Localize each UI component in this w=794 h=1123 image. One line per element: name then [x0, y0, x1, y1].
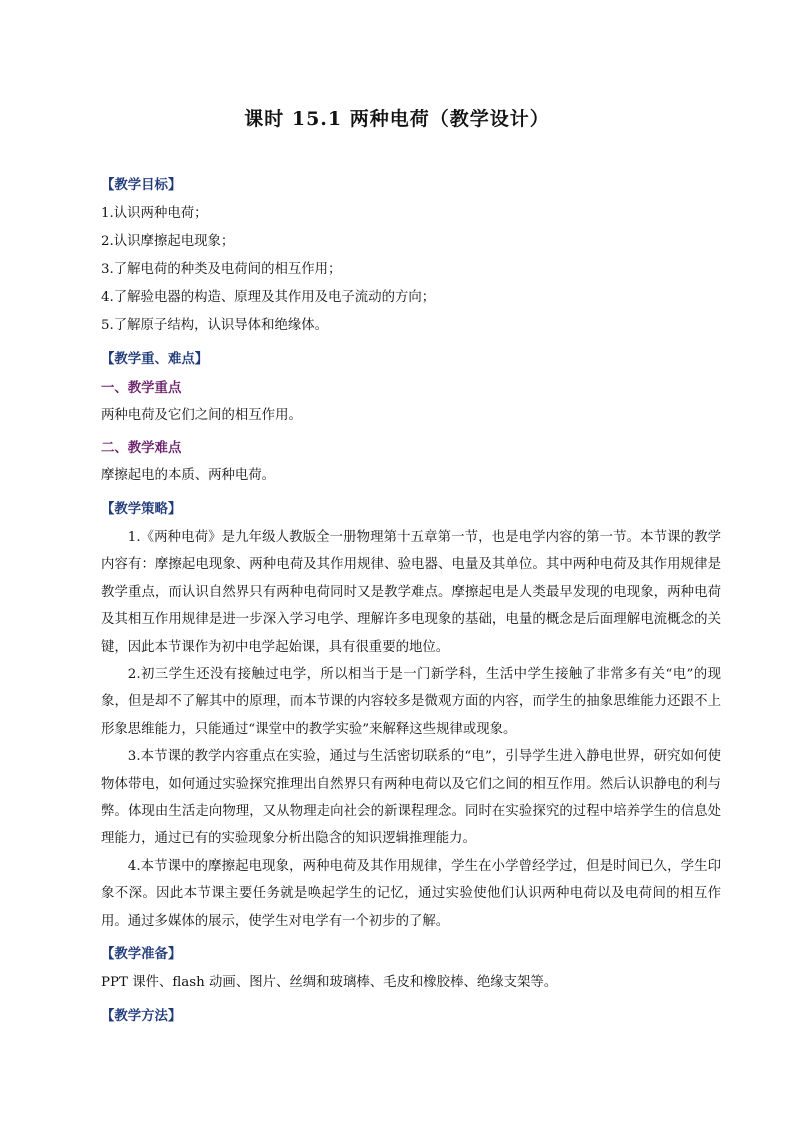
page-title: 课时 15.1 两种电荷（教学设计）: [244, 108, 550, 130]
objective-item: 4.了解验电器的构造、原理及其作用及电子流动的方向；: [101, 290, 436, 305]
strategy-paragraph: 4.本节课中的摩擦起电现象，两种电荷及其作用规律，学生在小学曾经学过，但是时间已久，学生印象不深。因此本节课主要任务就是唤起学生的记忆，通过实验使他们认识两种电荷以及电荷间的相互作用。通过多媒体的展示，使学生对电学有一个初步的了解。: [101, 858, 721, 929]
objective-item: 3.了解电荷的种类及电荷间的相互作用；: [101, 262, 342, 277]
strategy-paragraph: 1.《两种电荷》是九年级人教版全一册物理第十五章第一节，也是电学内容的第一节。本节课的教学内容有：摩擦起电现象、两种电荷及其作用规律、验电器、电量及其单位。其中两种电荷及其作用规律是教学重点，而认识自然界只有两种电荷同时又是教学难点。摩擦起电是人类最早发现的电现象，两种电荷及其相互作用规律是进一步深入学习电学、理解许多电现象的基础，电量的概念是后面理解电流概念的关键，因此本节课作为初中电学起始课，具有很重要的地位。: [101, 530, 721, 655]
objective-item: 5.了解原子结构，认识导体和绝缘体。: [101, 318, 329, 333]
objectives-heading: 【教学目标】: [101, 177, 182, 193]
preparation-text: PPT 课件、flash 动画、图片、丝绸和玻璃棒、毛皮和橡胶棒、绝缘支架等。: [101, 975, 558, 991]
preparation-heading: 【教学准备】: [101, 946, 182, 963]
difficulty-text: 摩擦起电的本质、两种电荷。: [101, 468, 276, 483]
focus-title: 一、教学重点: [101, 380, 182, 396]
strategy-heading: 【教学策略】: [101, 501, 182, 517]
objective-item: 2.认识摩擦起电现象；: [101, 234, 235, 249]
objective-item: 1.认识两种电荷；: [101, 206, 208, 221]
strategy-paragraph: 2.初三学生还没有接触过电学，所以相当于是一门新学科，生活中学生接触了非常多有关“电”的现象，但是却不了解其中的原理，而本节课的内容较多是微观方面的内容，而学生的抽象思维能力还跟不上形象思维能力，只能通过“课堂中的教学实验”来解释这些规律或现象。: [101, 667, 721, 737]
strategy-paragraph: 3.本节课的教学内容重点在实验，通过与生活密切联系的“电”，引导学生进入静电世界，研究如何使物体带电，如何通过实验探究推理出自然界只有两种电荷以及它们之间的相互作用。然后认识静电的利与弊。体现由生活走向物理，又从物理走向社会的新课程理念。同时在实验探究的过程中培养学生的信息处理能力，通过已有的实验现象分析出隐含的知识逻辑推理能力。: [101, 749, 721, 847]
key-points-heading: 【教学重、难点】: [101, 351, 209, 367]
difficulty-title: 二、教学难点: [101, 440, 182, 456]
document-body: [101, 170, 721, 1031]
methods-heading: 【教学方法】: [101, 1008, 182, 1025]
focus-text: 两种电荷及它们之间的相互作用。: [101, 408, 302, 423]
